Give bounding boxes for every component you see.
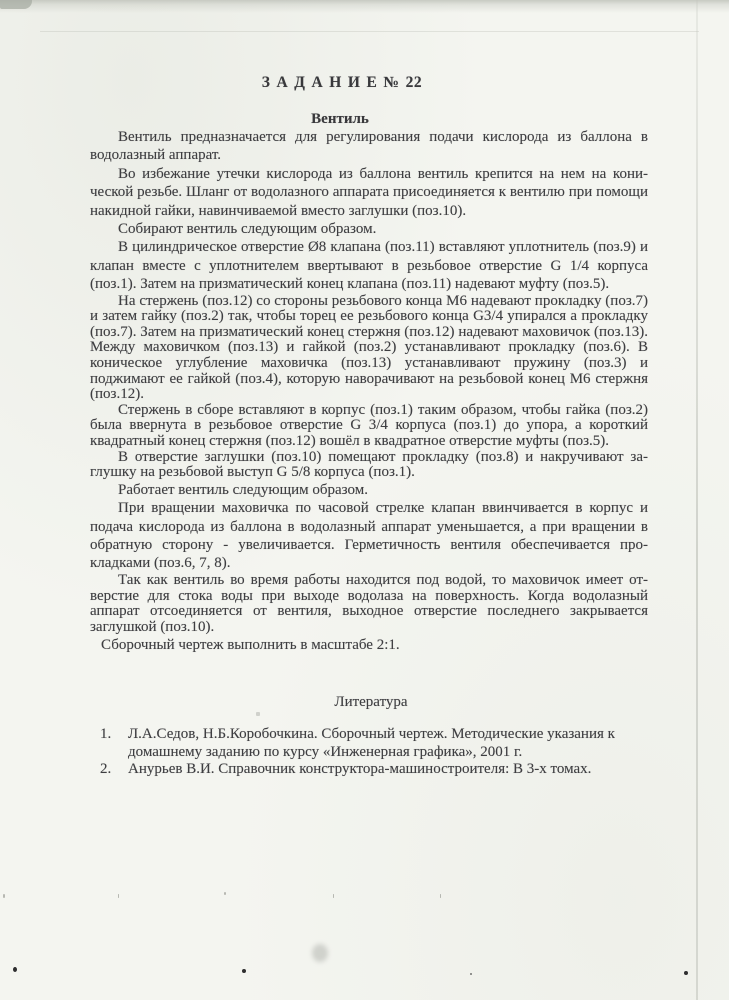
literature-item-text: Л.А.Седов, Н.Б.Коробочкина. Сборочный чертеж. Методические указания к домашнему заданию по курсу «Инженерная графика», 2001 г.: [128, 726, 615, 760]
literature-item-text: Анурьев В.И. Справочник конструктора-машиностроителя: В 3-х томах.: [128, 760, 592, 777]
scale-note: Сборочный чертеж выполнить в масштабе 2:1.: [101, 637, 400, 653]
body-paragraph: В отверстие заглушки (поз.10) помещают прокладку (поз.8) и накручивают заглушку на резьбовой выступ G 5/8 корпуса (поз.1).: [90, 448, 648, 481]
body-paragraph: Стержень в сборе вставляют в корпус (поз.1) таким образом, чтобы гайка (поз.2) была ввернута в резьбовое отверстие G 3/4 корпуса (поз.1) до упора, а короткий квадратный конец стержня (поз.12) вошёл в квадратное отверстие муфты (поз.5).: [90, 401, 648, 449]
document-page: [90, 74, 648, 778]
document-subtitle: Вентиль: [311, 111, 369, 127]
ink-speck: [470, 973, 472, 975]
body-paragraph: Работает вентиль следующим образом.: [118, 481, 368, 498]
scan-corner-artifact: [0, 0, 32, 9]
ink-speck: [684, 971, 688, 975]
scan-top-edge-shadow: [0, 0, 729, 13]
scan-speck: [440, 894, 441, 898]
ink-speck: [242, 969, 246, 973]
scan-speck: [224, 892, 226, 895]
scan-horizontal-line-artifact: [40, 31, 699, 32]
body-paragraph: Вентиль предназначается для регулирования подачи кислорода из баллона в водолазный аппарат.: [90, 129, 648, 164]
literature-item-number: 1.: [100, 726, 112, 743]
literature-item-number: 2.: [100, 760, 112, 777]
literature-heading: Литература: [334, 694, 408, 711]
literature-item: [90, 726, 648, 760]
body-paragraph: На стержень (поз.12) со стороны резьбового конца М6 надевают прокладку (поз.7) и затем гайку (поз.2) так, чтобы торец ее резьбового конца G3/4 упирался а прокладку (поз.7). Затем на призматический конец стержня (поз.12) надевают маховичок (поз.13). Между маховичком (поз.13) и гайкой (поз.2) устанавливают прокладку (поз.6). В коническое углубление маховичка (поз.13) устанавливают пружину (поз.3) и поджимают ее гайкой (поз.4), которую наворачивают на резьбовой конец М6 стержня (поз.12).: [90, 292, 648, 403]
scan-vertical-line-artifact: [696, 0, 698, 1000]
body-paragraph: При вращении маховичка по часовой стрелке клапан ввинчивается в корпус и подача кислорода из баллона в водолазный аппарат уменьшается, а при вращении в обратную сторону - увеличивается. Герметичность вентиля обеспечивается прокладками (поз.6, 7, 8).: [90, 500, 648, 572]
body-paragraph: В цилиндрическое отверстие Ø8 клапана (поз.11) вставляют уплотнитель (поз.9) и клапан вместе с уплотнителем ввертывают в резьбовое отверстие G 1/4 корпуса (поз.1). Затем на призматический конец клапана (поз.11) надевают муфту (поз.5).: [90, 239, 648, 293]
assignment-title: З А Д А Н И Е № 22: [261, 74, 423, 91]
body-paragraph: Собирают вентиль следующим образом.: [118, 221, 377, 238]
scan-speck: [333, 894, 334, 898]
literature-list: [90, 726, 648, 778]
scan-speck: [118, 894, 119, 898]
ink-speck: [13, 967, 17, 972]
body-paragraph: Во избежание утечки кислорода из баллона вентиль крепится на нем на конической резьбе. Шланг от водолазного аппарата присоединяется к вентилю при помощи накидной гайки, навинчиваемой вместо заглушки (поз.10).: [90, 165, 648, 219]
scan-smudge: [312, 944, 328, 962]
scan-speck: [3, 894, 5, 898]
literature-item: [90, 761, 648, 778]
body-paragraph: Так как вентиль во время работы находится под водой, то маховичок имеет отверстие для стока воды при выходе водолаза на поверхность. Когда водолазный аппарат отсоединяется от вентиля, выходное отверстие последнего закрывается заглушкой (поз.10).: [90, 571, 648, 636]
